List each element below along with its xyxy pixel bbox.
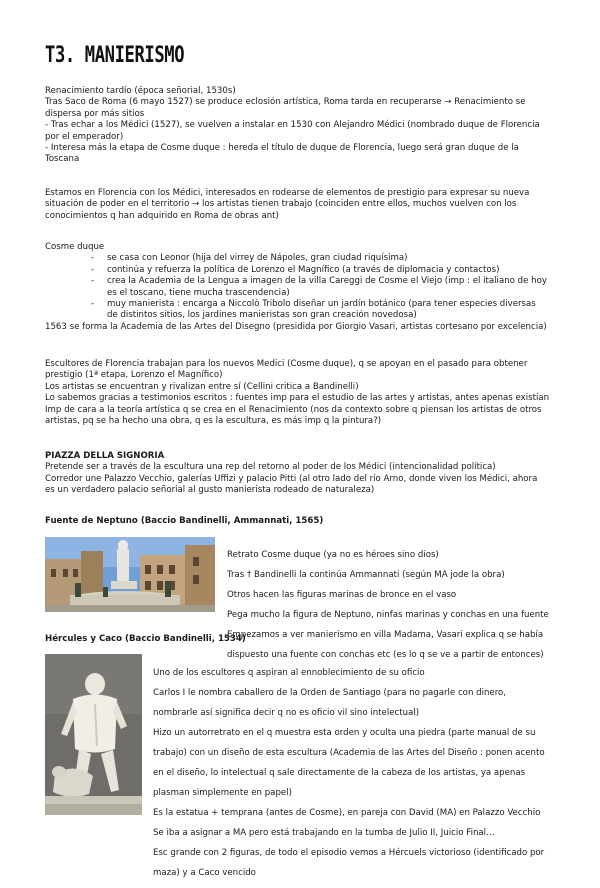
sculptors-section	[45, 359, 560, 427]
hercules-line: trabajo) con un diseño de esta escultura (Academia de las Artes del Diseño : ponen acento	[153, 747, 545, 758]
intro-line: Tras Saco de Roma (6 mayo 1527) se produce eclosión artística, Roma tarda en recuperarse → Renacimiento se	[45, 97, 526, 108]
hercules-line: en el diseño, lo intelectual q sale directamente de la cabeza de los artistas, ya apenas	[153, 767, 526, 778]
list-item	[45, 253, 560, 264]
neptune-line: Otros hacen las figuras marinas de bronce en el vaso	[227, 589, 457, 600]
florence-line: situación de poder en el territorio → los artistas tienen trabajo (coinciden entre ellos, muchos vuelven con los	[45, 199, 517, 210]
bullet-text: muy manierista : encarga a Niccolò Tribolo diseñar un jardín botánico (para tener especies diversas	[107, 299, 536, 310]
hercules-heading-block	[45, 634, 560, 645]
hercules-line: Esc grande con 2 figuras, de todo el episodio vemos a Hércuels victorioso (identificado por	[153, 847, 545, 858]
page-title: T3. MANIERISMO	[45, 43, 185, 68]
intro-line: dispersa por más sitios	[45, 108, 145, 119]
neptune-heading-block	[45, 516, 560, 527]
bullet-text: de distintos sitios, los jardines manieristas son gran creación novedosa)	[107, 310, 417, 321]
florence-line: conocimientos q han adquirido en Roma de obras ant)	[45, 210, 279, 221]
list-item	[45, 276, 560, 299]
hercules-caco-image	[45, 654, 142, 815]
sculptors-line: artistas, pq se ha hecho una obra, q es la escultura, es más imp q la pintura?)	[45, 416, 382, 427]
neptune-line: Empezamos a ver manierismo en villa Madama, Vasari explica q se había	[227, 629, 544, 640]
sculptors-line: prestigio (1ª etapa, Lorenzo el Magnífico)	[45, 370, 223, 381]
bullet-dash: -	[91, 276, 95, 287]
bullet-text: crea la Academia de la Lengua a imagen de la villa Careggi de Cosme el Viejo (imp : el italiano de hoy	[107, 276, 547, 287]
hercules-line: Uno de los escultores q aspiran al ennoblecimiento de su oficio	[153, 667, 425, 678]
cosme-section	[45, 242, 560, 333]
bullet-text: continúa y refuerza la política de Lorenzo el Magnífico (a través de diplomacia y contactos)	[107, 264, 500, 275]
intro-line: por el emperador)	[45, 131, 124, 142]
hercules-line: nombrarle así significa decir q no es oficio vil sino intelectual)	[153, 707, 420, 718]
neptune-text	[227, 541, 562, 670]
hercules-heading: Hércules y Caco (Baccio Bandinelli, 1534)	[45, 634, 246, 644]
piazza-line: Corredor une Palazzo Vecchio, galerías Uffizi y palacio Pitti (al otro lado del río Arno, donde viven los Médici, ahora	[45, 473, 538, 484]
bullet-text: se casa con Leonor (hija del virrey de Nápoles, gran ciudad riquísima)	[107, 253, 408, 264]
intro-section	[45, 86, 560, 166]
hercules-line: Se iba a asignar a MA pero está trabajando en la tumba de Julio II, Juicio Final…	[153, 827, 495, 838]
neptune-heading: Fuente de Neptuno (Baccio Bandinelli, Ammannati, 1565)	[45, 516, 324, 526]
piazza-heading: PIAZZA DELLA SIGNORIA	[45, 451, 165, 461]
hercules-line: Es la estatua + temprana (antes de Cosme), en pareja con David (MA) en Palazzo Vecchio	[153, 807, 541, 818]
cosme-heading: Cosme duque	[45, 242, 105, 252]
piazza-section	[45, 451, 560, 497]
intro-line: Renacimiento tardío (época señorial, 1530s)	[45, 86, 236, 96]
neptune-line: Retrato Cosme duque (ya no es héroes sino dios)	[227, 549, 439, 560]
cosme-footer: 1563 se forma la Academia de las Artes del Disegno (presidida por Giorgio Vasari, artistas cortesano por excelencia)	[45, 321, 547, 332]
cosme-bullet-list	[45, 253, 560, 321]
florence-line: Estamos en Florencia con los Médici, interesados en rodearse de elementos de prestigio para expresar su nueva	[45, 188, 530, 198]
neptune-line: Tras † Bandinelli la continúa Ammannati (según MA jode la obra)	[227, 569, 505, 580]
sculptors-line: Escultores de Florencia trabajan para los nuevos Medici (Cosme duque), q se apoyan en el pasado para obtener	[45, 359, 528, 369]
intro-line: - Tras echar a los Médici (1527), se vuelven a instalar en 1530 con Alejandro Médici (nombrado duque de Florencia	[45, 120, 540, 131]
list-item	[45, 265, 560, 276]
hercules-line: plasman simplemente en papel)	[153, 787, 292, 798]
hercules-line: maza) y a Caco vencido	[153, 867, 256, 878]
neptune-line: dispuesto una fuente con conchas etc (es lo q se ve a partir de entonces)	[227, 649, 544, 660]
hercules-line: Carlos I le nombra caballero de la Orden de Santiago (para no pagarle con dinero,	[153, 687, 507, 698]
hercules-line: Hizo un autorretrato en el q muestra esta orden y oculta una piedra (parte manual de su	[153, 727, 536, 738]
piazza-line: Pretende ser a través de la escultura una rep del retorno al poder de los Médici (intencionalidad política)	[45, 462, 496, 473]
intro-line: - Interesa más la etapa de Cosme duque : hereda el título de duque de Florencia, luego será gran duque de la	[45, 143, 519, 154]
sculptors-line: Lo sabemos gracias a testimonios escritos : fuentes imp para el estudio de las artes y artistas, antes apenas existían	[45, 393, 550, 404]
hercules-text	[153, 659, 563, 888]
bullet-dash: -	[91, 299, 95, 310]
neptune-fountain-image	[45, 537, 215, 612]
piazza-line: es un verdadero palacio señorial al gusto manierista rodeado de naturaleza)	[45, 485, 375, 496]
neptune-line: Pega mucho la figura de Neptuno, ninfas marinas y conchas en una fuente	[227, 609, 549, 620]
bullet-text: es el toscano, tiene mucha trascendencia)	[107, 287, 290, 298]
sculptors-line: Los artistas se encuentran y rivalizan entre sí (Cellini critica a Bandinelli)	[45, 381, 359, 392]
intro-line: Toscana	[45, 154, 80, 165]
sculptors-line: Imp de cara a la teoría artística q se crea en el Renacimiento (nos da contexto sobre q piensan los artistas de otros	[45, 404, 542, 415]
bullet-dash: -	[91, 253, 95, 264]
florence-section	[45, 188, 560, 222]
bullet-dash: -	[91, 264, 95, 275]
list-item	[45, 299, 560, 322]
